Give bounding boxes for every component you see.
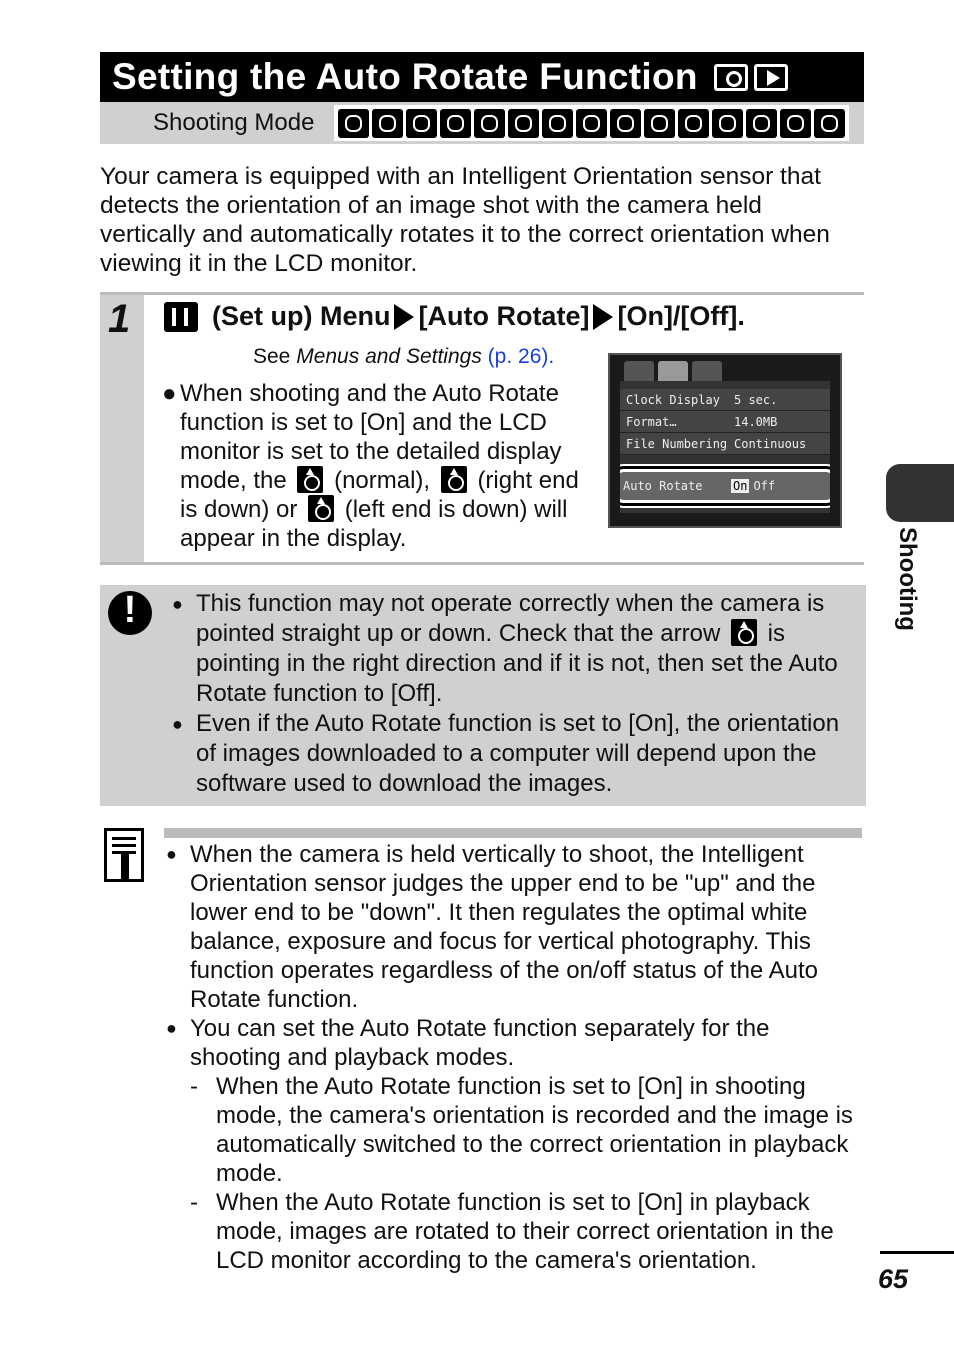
note-icon bbox=[104, 828, 144, 882]
step-number: 1 bbox=[108, 297, 131, 341]
lcd-row bbox=[620, 433, 830, 455]
step-heading-menu: (Set up) Menu bbox=[212, 301, 391, 331]
step-bullet-text-4: (left end is down) will appear in the display. bbox=[180, 496, 568, 552]
page-title: Setting the Auto Rotate Function bbox=[112, 56, 698, 97]
lcd-on-option: On bbox=[733, 479, 748, 493]
list-item: ● When the camera is held vertically to shoot, the Intelligent Orientation sensor judges the upper end to be "up" and the lower end to be "down". It then regulates the optimal white balance, exposure and focus for vertical photography. This function operates regardless of the on/off status of the Auto Rotate function. bbox=[166, 840, 862, 1014]
note-divider bbox=[164, 828, 862, 838]
shooting-mode-label: Shooting Mode bbox=[153, 109, 315, 136]
lcd-off-option: Off bbox=[753, 479, 776, 493]
lcd-row bbox=[620, 389, 830, 411]
arrow-right-icon bbox=[593, 304, 613, 330]
see-reference bbox=[253, 345, 554, 369]
mode-color-swap-icon bbox=[780, 109, 811, 138]
caution-item-1-text-a: This function may not operate correctly when the camera is pointed straight up or down. Check that the arrow bbox=[196, 590, 825, 647]
orientation-arrow-icon bbox=[731, 619, 757, 646]
note-sub-list bbox=[190, 1072, 862, 1275]
step-bullet bbox=[162, 379, 582, 553]
playback-icon bbox=[754, 64, 788, 91]
step-bullet-text-2: (normal), bbox=[334, 467, 431, 494]
lcd-tab-setup-icon bbox=[658, 361, 688, 381]
mode-underwater-icon bbox=[712, 109, 743, 138]
caution-list bbox=[172, 589, 862, 799]
page-number-rule bbox=[880, 1251, 954, 1254]
side-tab-label: Shooting bbox=[894, 527, 921, 631]
lcd-tab-my-camera-icon bbox=[692, 361, 722, 381]
mode-snow-icon bbox=[610, 109, 641, 138]
lcd-row-key: Clock Display bbox=[626, 392, 720, 407]
lcd-row-value: 5 sec. bbox=[734, 392, 778, 407]
see-prefix: See bbox=[253, 345, 297, 368]
lcd-row bbox=[620, 411, 830, 433]
lcd-menu-body bbox=[620, 381, 830, 513]
lcd-row-value bbox=[731, 479, 830, 493]
lcd-row-key: File Numbering bbox=[626, 436, 728, 451]
lcd-tabs bbox=[610, 355, 840, 381]
mode-color-accent-icon bbox=[746, 109, 777, 138]
page-number: 65 bbox=[878, 1264, 909, 1294]
lcd-row-value: Continuous bbox=[734, 436, 807, 451]
list-item bbox=[166, 1014, 862, 1275]
lcd-menu-screenshot bbox=[608, 353, 842, 528]
shooting-mode-icons bbox=[334, 105, 849, 141]
step-bullet-text-1: When shooting and the Auto Rotate function is set to [On] and the LCD monitor is set to the detailed display mode, the bbox=[180, 380, 562, 494]
list-item: ● Even if the Auto Rotate function is set to [On], the orientation of images downloaded to a computer will depend upon the software used to download the images. bbox=[172, 709, 862, 799]
lcd-row-key: Auto Rotate bbox=[623, 479, 703, 493]
mode-fireworks-icon bbox=[678, 109, 709, 138]
note-item-2-text: You can set the Auto Rotate function separately for the shooting and playback modes. bbox=[190, 1015, 770, 1071]
mode-flower-icon bbox=[576, 109, 607, 138]
mode-kids-icon bbox=[440, 109, 471, 138]
title-bar bbox=[100, 52, 864, 102]
mode-stitch-icon bbox=[814, 109, 845, 138]
mode-foliage-icon bbox=[542, 109, 573, 138]
mode-beach-icon bbox=[644, 109, 675, 138]
arrow-right-icon bbox=[394, 304, 414, 330]
mode-custom-icon bbox=[372, 109, 403, 138]
list-item bbox=[172, 589, 862, 709]
step-heading bbox=[164, 301, 745, 332]
side-tab bbox=[886, 464, 954, 522]
list-item: - When the Auto Rotate function is set to [On] in playback mode, images are rotated to their correct orientation in the LCD monitor according to the camera's orientation. bbox=[190, 1188, 862, 1275]
step-heading-auto-rotate: [Auto Rotate] bbox=[418, 301, 590, 331]
orientation-right-down-icon bbox=[441, 466, 467, 493]
step-number-column bbox=[100, 295, 144, 562]
mode-portrait-icon bbox=[406, 109, 437, 138]
shooting-mode-bar bbox=[100, 102, 864, 144]
orientation-left-down-icon bbox=[308, 495, 334, 522]
setup-icon bbox=[164, 302, 198, 332]
orientation-normal-icon bbox=[297, 466, 323, 493]
title-icons bbox=[714, 64, 788, 91]
caution-item-1-text-b: is pointing in the right direction and if it is not, then set the Auto Rotate function to [Off]. bbox=[196, 620, 838, 707]
note-list bbox=[166, 840, 862, 1275]
caution-icon bbox=[108, 591, 152, 635]
caution-box bbox=[100, 585, 866, 806]
lcd-row-auto-rotate bbox=[620, 469, 830, 503]
step-1 bbox=[100, 292, 864, 565]
mode-auto-icon bbox=[338, 109, 369, 138]
mode-landscape-icon bbox=[474, 109, 505, 138]
lcd-row-key: Format… bbox=[626, 414, 677, 429]
step-bullet-text-3: (right end is down) or bbox=[180, 467, 579, 523]
list-item: - When the Auto Rotate function is set to [On] in shooting mode, the camera's orientation is recorded and the image is automatically switched to the correct orientation in playback mode. bbox=[190, 1072, 862, 1188]
see-title: Menus and Settings bbox=[296, 345, 482, 368]
see-page-link[interactable]: (p. 26). bbox=[487, 345, 555, 368]
camera-icon bbox=[714, 64, 748, 91]
lcd-row-value: 14.0MB bbox=[734, 414, 778, 429]
step-heading-on-off: [On]/[Off]. bbox=[617, 301, 745, 331]
bullet-icon: ● bbox=[162, 380, 177, 407]
intro-paragraph: Your camera is equipped with an Intelligent Orientation sensor that detects the orientation of an image shot with the camera held vertically and automatically rotates it to the correct orientation when viewing it in the LCD monitor. bbox=[100, 163, 830, 277]
lcd-tab-camera-icon bbox=[624, 361, 654, 381]
mode-night-icon bbox=[508, 109, 539, 138]
